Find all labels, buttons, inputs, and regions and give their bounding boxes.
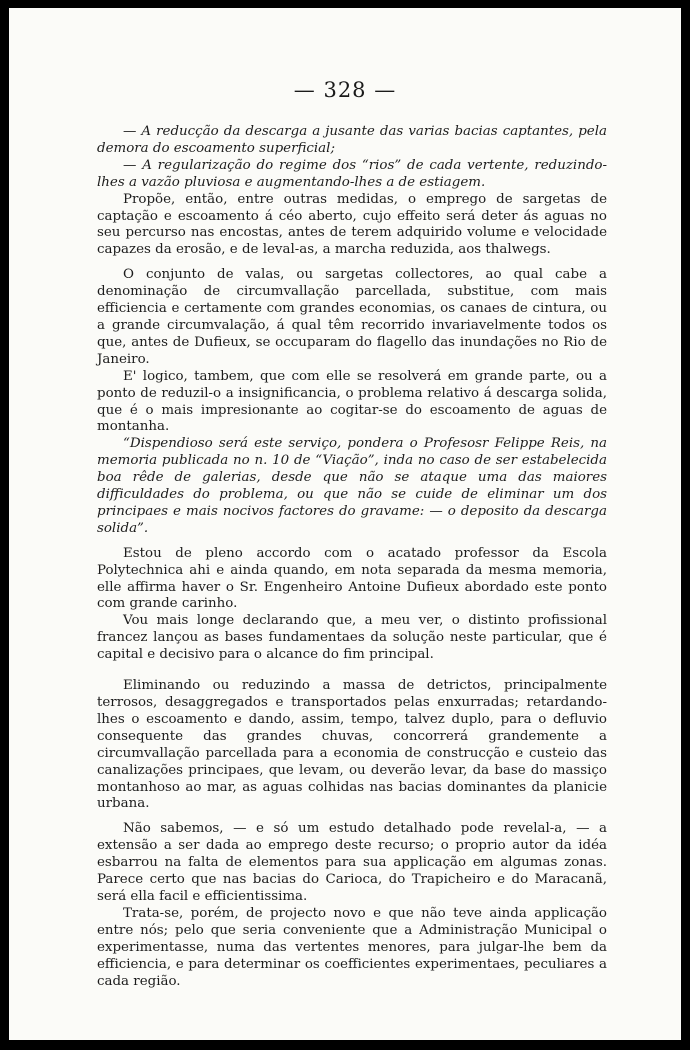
paragraph-2: — A regularização do regime dos “rios” de cada vertente, reduzindo-lhes a vazão pluviosa e augmentando-lhes a de estiagem. xyxy=(97,157,607,190)
page-number: — 328 — xyxy=(293,78,397,102)
paragraph-7: Estou de pleno accordo com o acatado professor da Escola Polytechnica ahi e ainda quando, em nota separada da mesma memoria, elle affirma haver o Sr. Engenheiro Antoine Dufieux abordado este ponto com grande carinho. xyxy=(97,545,607,612)
paragraph-8: Vou mais longe declarando que, a meu ver, o distinto profissional francez lançou as bases fundamentaes da solução neste particular, que é capital e decisivo para o alcance do fim principal. xyxy=(97,613,607,663)
paragraph-4: O conjunto de valas, ou sargetas collectores, ao qual cabe a denominação de circumvallação parcellada, substitue, com mais efficiencia e certamente com grandes economias, os canaes de cintura, ou a grande circumvalação, á qual têm recorrido invariavelmente todos os que, antes de Dufieux, se occuparam do flagello das inundações no Rio de Janeiro. xyxy=(97,267,607,367)
paragraph-9: Eliminando ou reduzindo a massa de detrictos, principalmente terrosos, desaggregados e transportados pelas enxurradas; retardando-lhes o escoamento e dando, assim, tempo, talvez duplo, para o defluvio consequente das grandes chuvas, concorrerá grandemente a circumvallação parcellada para a economia de construcção e custeio das canalizações principaes, que levam, ou deverão levar, da base do massiço montanhoso ao mar, as aguas colhidas nas bacias dominantes da planicie urbana. xyxy=(97,678,607,812)
paragraph-10: Não sabemos, — e só um estudo detalhado pode revelal-a, — a extensão a ser dada ao emprego deste recurso; o proprio autor da idéa esbarrou na falta de elementos para sua applicação em algumas zonas. Parece certo que nas bacias do Carioca, do Trapicheiro e do Maracanã, será ella facil e efficientissima. xyxy=(97,821,607,904)
document-page xyxy=(9,8,681,1040)
paragraph-5: E' logico, tambem, que com elle se resolverá em grande parte, ou a ponto de reduzil-o a insignificancia, o problema relativo á descarga solida, que é o mais impresionante ao cogitar-se do escoamento de aguas de montanha. xyxy=(97,368,607,435)
page-body xyxy=(97,124,607,990)
paragraph-11: Trata-se, porém, de projecto novo e que não teve ainda applicação entre nós; pelo que seria conveniente que a Administração Municipal o experimentasse, numa das vertentes menores, para julgar-lhe bem da efficiencia, e para determinar os coefficientes experimentaes, peculiares a cada região. xyxy=(97,905,607,989)
paragraph-6: “Dispendioso será este serviço, pondera o Profesosr Felippe Reis, na memoria publicada no n. 10 de “Viação”, inda no caso de ser estabelecida boa rêde de galerias, desde que não se ataque uma das maiores difficuldades do problema, ou que não se cuide de eliminar um dos principaes e mais nocivos factores do gravame: — o deposito da descarga solida”. xyxy=(97,436,607,536)
paragraph-1: — A reducção da descarga a jusante das varias bacias captantes, pela demora do escoamento superficial; xyxy=(97,124,607,156)
paragraph-3: Propõe, então, entre outras medidas, o emprego de sargetas de captação e escoamento á céo aberto, cujo effeito será deter ás aguas no seu percurso nas encostas, antes de terem adquirido volume e velocidade capazes da erosão, e de leval-as, a marcha reduzida, aos thalwegs. xyxy=(97,191,607,258)
